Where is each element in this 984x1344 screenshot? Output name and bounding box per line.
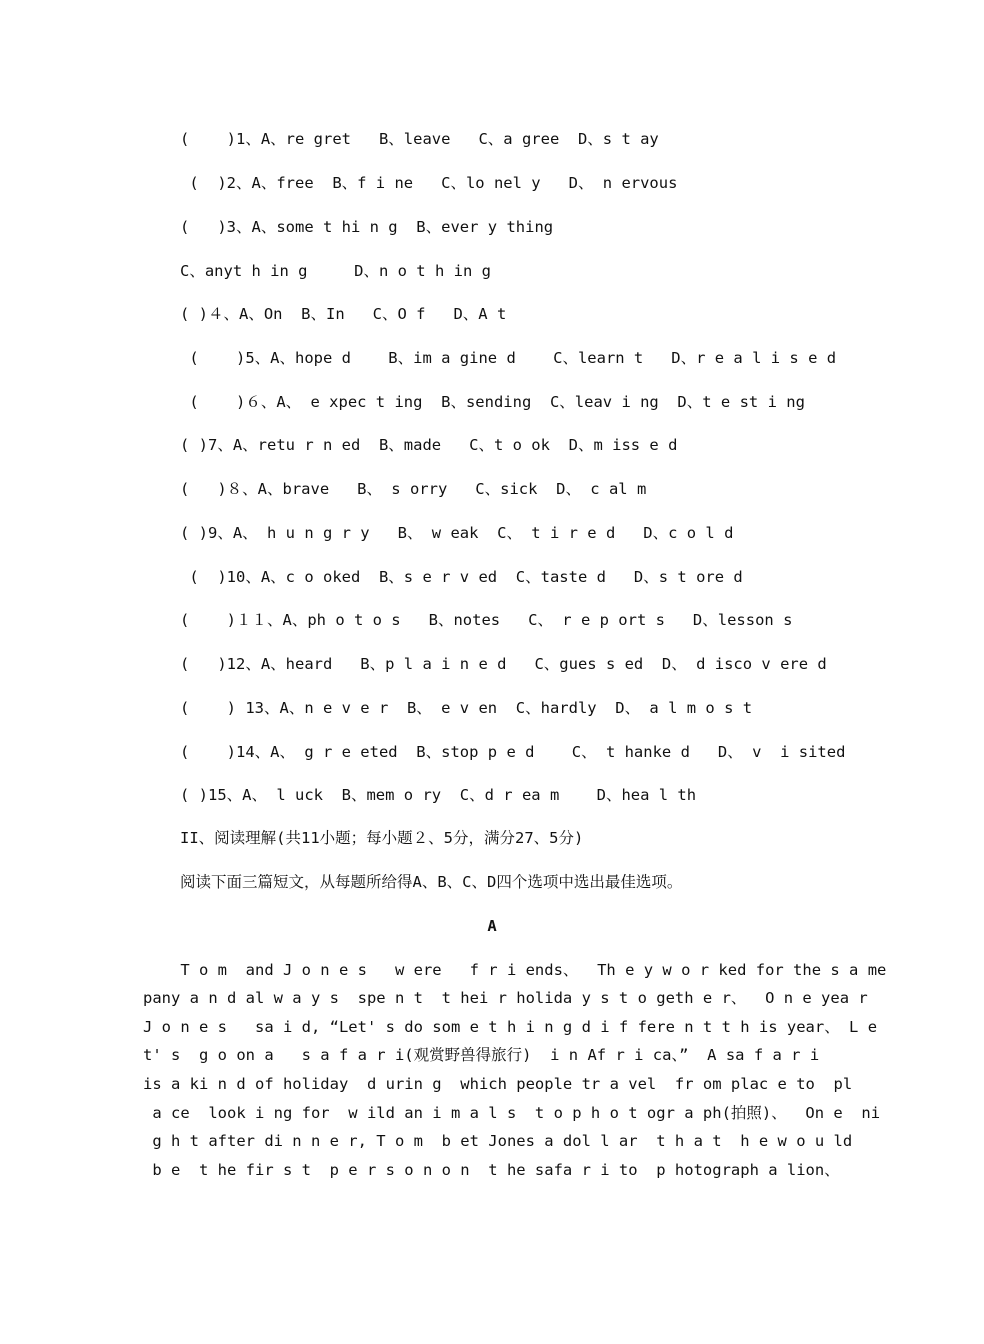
passage-line: g h t after di n n e r, T o m b et Jones a dol l ar t h a t h e w o u ld (143, 1132, 853, 1150)
passage-label: A (487, 917, 497, 935)
question-3-continued: C、anyt h in g D、n o t h in g (180, 262, 491, 280)
question-1: ( )1、A、re gret B、leave C、a gree D、s t ay (180, 130, 659, 148)
passage-line: J o n e s sa i d, “Let' s do som e t h i n g d i f fere n t t h is year、 L e (143, 1018, 878, 1036)
question-11: ( )１１、A、ph o t o s B、notes C、 r e p ort s D、lesson s (180, 611, 793, 629)
question-15: ( )15、A、 l uck B、mem o ry C、d r ea m D、hea l th (180, 786, 697, 804)
passage-line: a ce look i ng for w ild an i m a l s t o p h o t ogr a ph(拍照)、 On e ni (143, 1104, 881, 1122)
question-13: ( ) 13、A、n e v e r B、 e v en C、hardly D、 a l m o s t (180, 699, 753, 717)
question-6: ( )６、A、 e xpec t ing B、sending C、leav i ng D、t e st i ng (180, 393, 805, 411)
section-title: II、阅读理解(共11小题；每小题２、5分，满分27、5分) (180, 829, 584, 847)
question-4: ( )４、A、On B、In C、O f D、A t (180, 305, 507, 323)
question-3: ( )3、A、some t hi n g B、ever y thing (180, 218, 554, 236)
passage-line: T o m and J o n e s w ere f r i ends、 Th e y w o r ked for the s a me (143, 961, 887, 979)
question-5: ( )5、A、hope d B、im a gine d C、learn t D、r e a l i s e d (180, 349, 837, 367)
question-2: ( )2、A、free B、f i ne C、lo nel y D、 n ervous (180, 174, 678, 192)
passage-line: is a ki n d of holiday d urin g which people tr a vel fr om plac e to pl (143, 1075, 853, 1093)
question-8: ( )８、A、brave B、 s orry C、sick D、 c al m (180, 480, 647, 498)
passage-line: b e t he fir s t p e r s o n o n t he safa r i to p hotograph a lion、 (143, 1161, 840, 1179)
question-7: ( )7、A、retu r n ed B、made C、t o ok D、m iss e d (180, 436, 678, 454)
question-9: ( )9、A、 h u n g r y B、 w eak C、 t i r e d D、c o l d (180, 524, 734, 542)
question-10: ( )10、A、c o oked B、s e r v ed C、taste d D、s t ore d (180, 568, 743, 586)
question-14: ( )14、A、 g r e eted B、stop p e d C、 t hanke d D、 v i sited (180, 743, 846, 761)
question-12: ( )12、A、heard B、p l a i n e d C、gues s ed D、 d isco v ere d (180, 655, 827, 673)
reading-instruction: 阅读下面三篇短文，从每题所给得A、B、C、D四个选项中选出最佳选项。 (180, 873, 683, 891)
passage-line: t' s g o on a s a f a r i(观赏野兽得旅行) i n Af r i ca、” A sa f a r i (143, 1046, 820, 1064)
passage-line: pany a n d al w a y s spe n t t hei r holida y s t o geth e r、 O n e yea r (143, 989, 868, 1007)
